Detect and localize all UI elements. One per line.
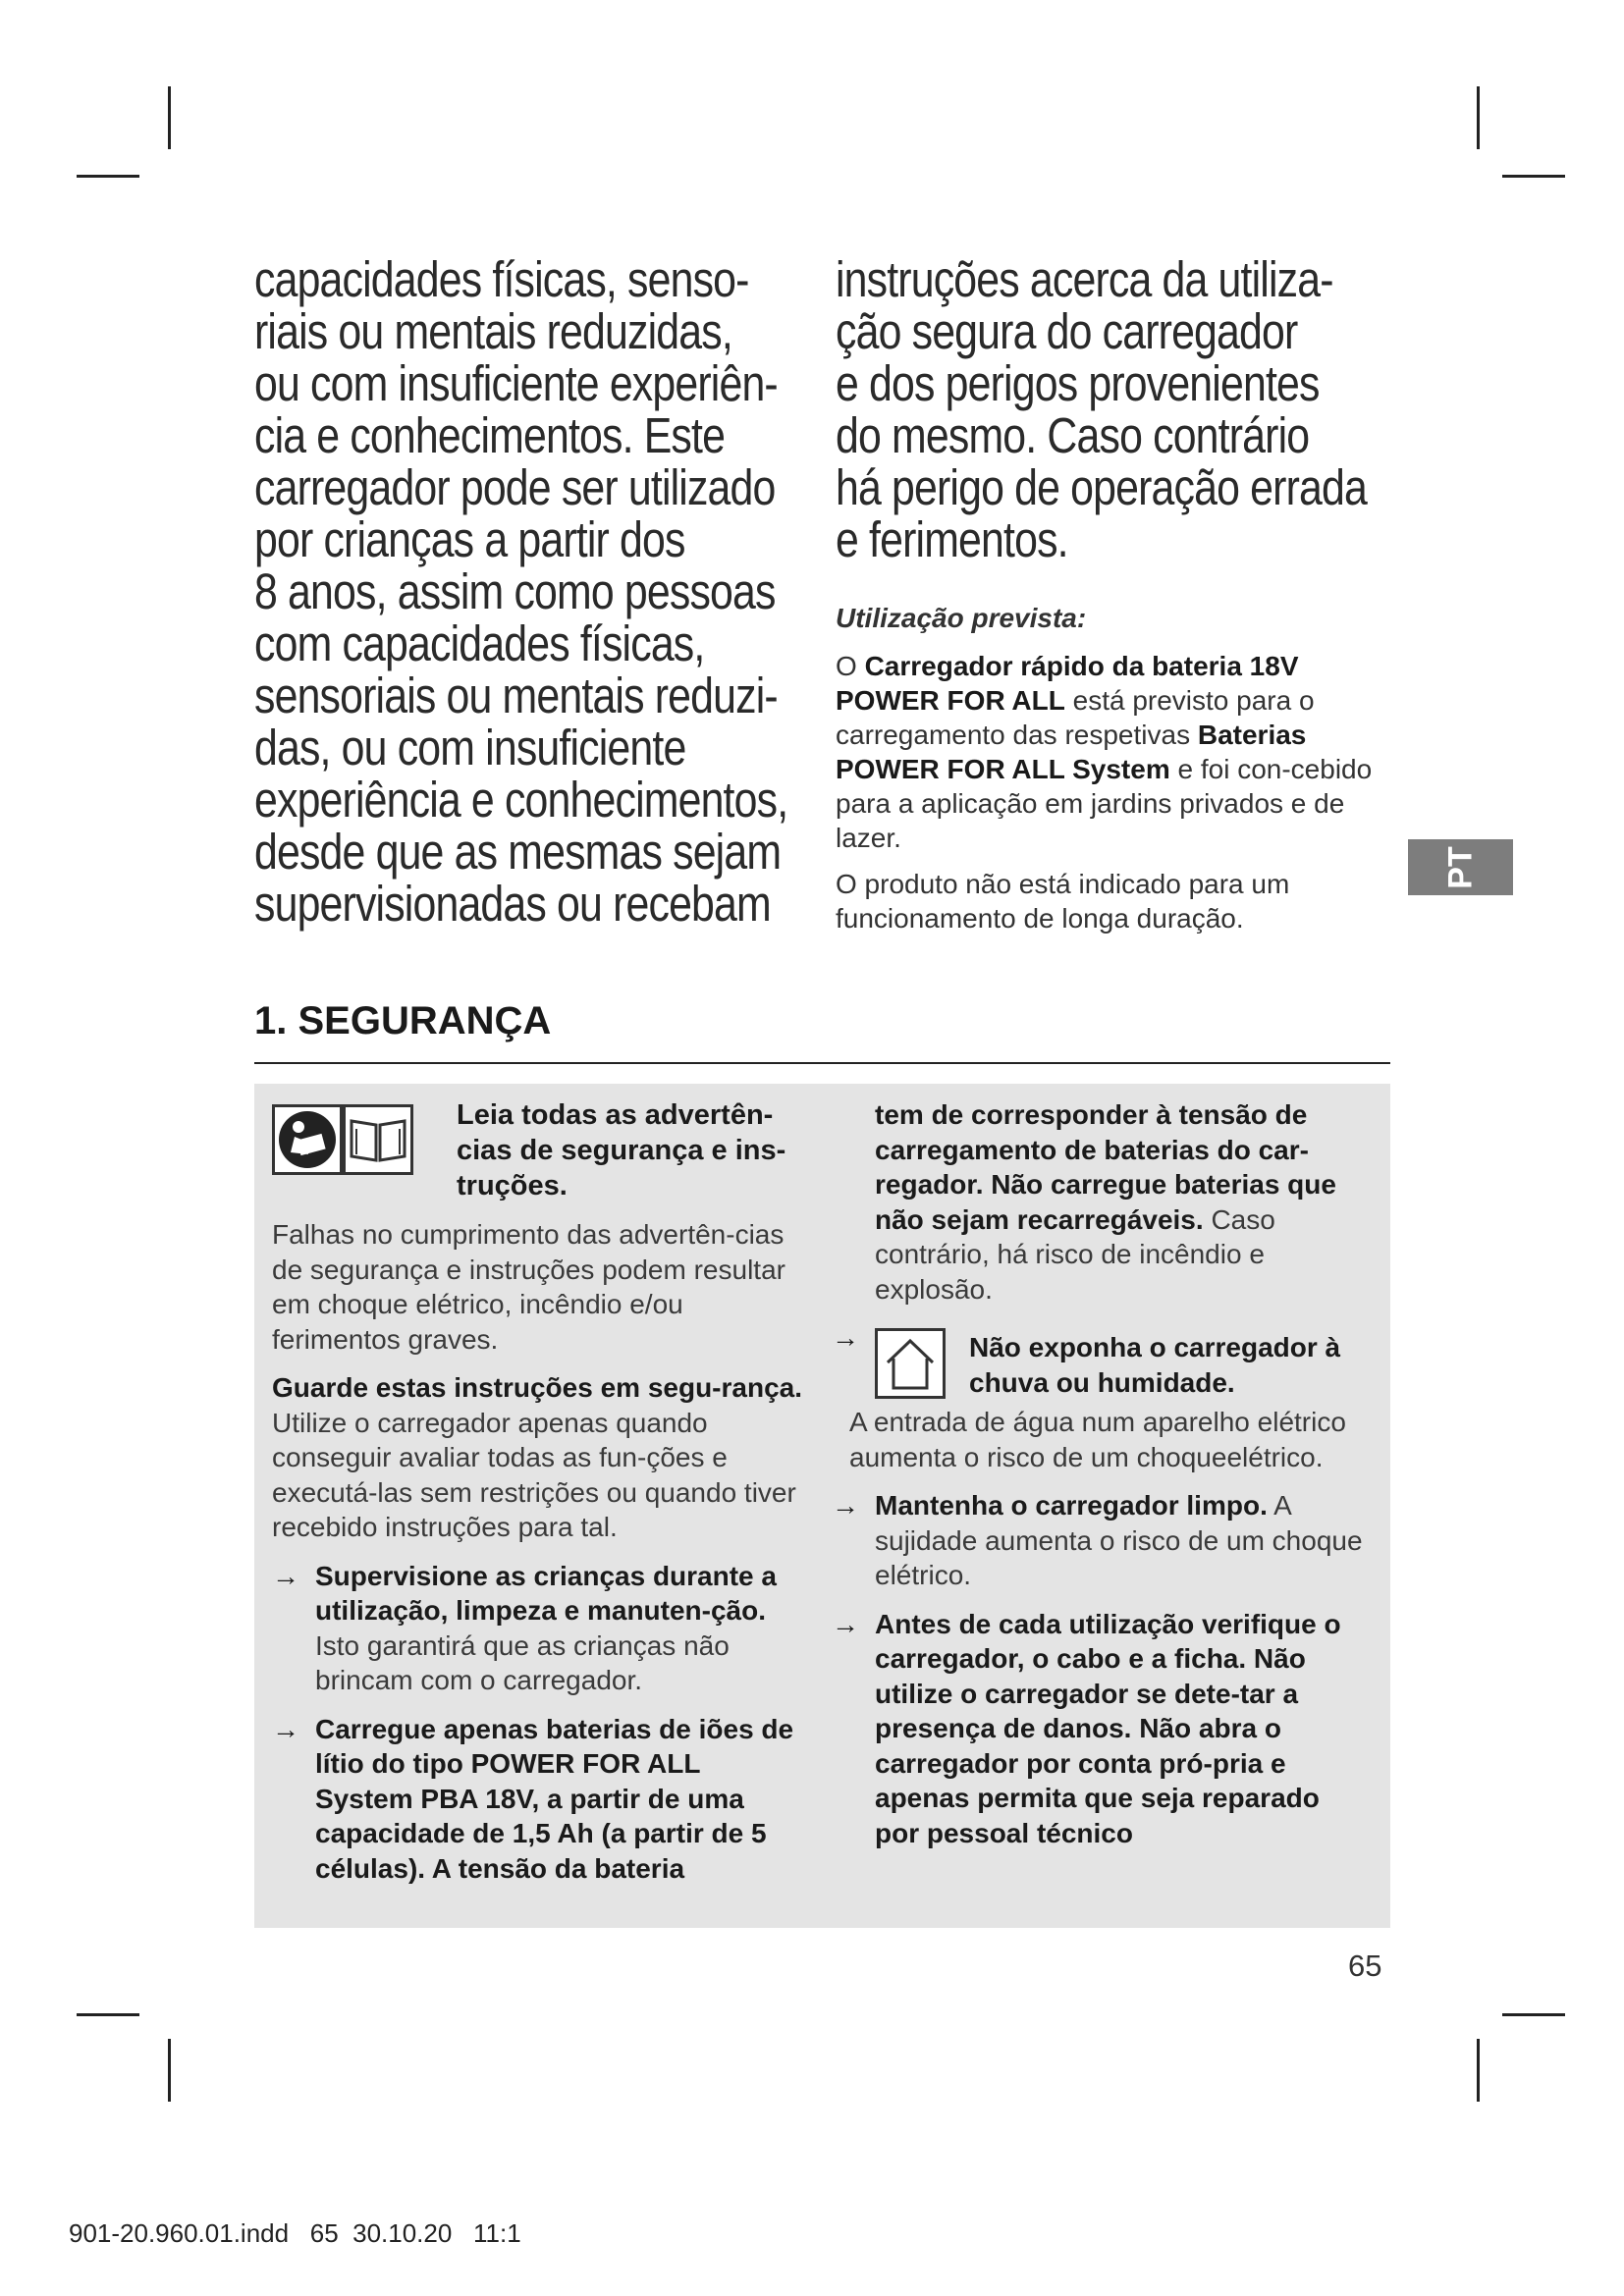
intended-use-paragraph: O Carregador rápido da bateria 18V POWER FOR ALL está previsto para o carregamento das respetivas Baterias POWER FOR ALL System e foi con-cebido para a aplicação em jardins privados e de lazer. <box>836 651 1373 853</box>
crop-mark-tl-v <box>168 86 171 149</box>
text-line: por crianças a partir dos <box>254 511 685 567</box>
text-line: sensoriais ou mentais reduzi- <box>254 667 778 723</box>
supervise-children-item: → Supervisione as crianças durante a utilização, limpeza e manuten-ção. Isto garantirá que as crianças não brincam com o carregador. <box>272 1560 777 1695</box>
text-line: e ferimentos. <box>836 511 1068 567</box>
rain-warning-text: A entrada de água num aparelho elétrico aumenta o risco de um choqueelétrico. <box>849 1407 1346 1472</box>
crop-mark-bl-v <box>168 2039 171 2102</box>
read-instructions-heading: Leia todas as advertên-cias de segurança e ins-truções. <box>457 1099 786 1201</box>
text-line: carregador pode ser utilizado <box>254 459 776 515</box>
text-line: com capacidades físicas, <box>254 615 705 671</box>
arrow-icon: → <box>272 1713 299 1744</box>
rain-warning-row <box>832 1320 1367 1401</box>
page-number: 65 <box>1348 1949 1382 1983</box>
crop-mark-br-h <box>1502 2013 1565 2016</box>
crop-mark-bl-h <box>77 2013 139 2016</box>
charge-batteries-item: → Carregue apenas baterias de iões de lítio do tipo POWER FOR ALL System PBA 18V, a partir de uma capacidade de 1,5 Ah (a partir de 5 células). A tensão da bateria <box>272 1713 794 1884</box>
battery-voltage-continued: tem de corresponder à tensão de carregamento de baterias do car-regador. Não carregue baterias que não sejam recarregáveis. Caso contrário, há risco de incêndio e explosão. <box>875 1099 1336 1305</box>
safety-left-column <box>272 1097 802 1899</box>
text-line: capacidades físicas, senso- <box>254 251 749 307</box>
text-line: instruções acerca da utiliza- <box>836 251 1333 307</box>
intro-column-right <box>836 253 1367 565</box>
keep-instructions-paragraph: Guarde estas instruções em segu-rança. Utilize o carregador apenas quando conseguir avaliar todas as fun-ções e executá-las sem restrições ou quando tiver recebido instruções para tal. <box>272 1372 802 1542</box>
crop-mark-tl-h <box>77 175 139 178</box>
language-tab <box>1408 839 1513 895</box>
text-line: experiência e conhecimentos, <box>254 772 788 828</box>
crop-mark-tr-v <box>1477 86 1480 149</box>
house-icon <box>875 1328 946 1399</box>
intended-use-heading: Utilização prevista: <box>836 603 1087 633</box>
text-line: riais ou mentais reduzidas, <box>254 303 732 359</box>
text-line: supervisionadas ou recebam <box>254 876 771 932</box>
crop-mark-br-v <box>1477 2039 1480 2102</box>
intro-column-left <box>254 253 787 930</box>
section-title: 1. SEGURANÇA <box>254 999 552 1042</box>
keep-clean-item: → Mantenha o carregador limpo. A sujidade aumenta o risco de um choque elétrico. <box>832 1490 1363 1590</box>
print-footer: 901-20.960.01.indd 65 30.10.20 11:1 <box>69 2218 521 2248</box>
check-before-use-item: → Antes de cada utilização verifique o carregador, o cabo e a ficha. Não utilize o carregador se dete-tar a presença de danos. Não abra o carregador por conta pró-pria e apenas permita que seja reparado por pessoal técnico <box>832 1608 1341 1848</box>
intended-use-note: O produto não está indicado para um funcionamento de longa duração. <box>836 869 1290 934</box>
text-line: 8 anos, assim como pessoas <box>254 563 776 619</box>
arrow-icon: → <box>832 1608 859 1639</box>
crop-mark-tr-h <box>1502 175 1565 178</box>
safety-right-column <box>832 1097 1367 1864</box>
intended-use-section <box>836 601 1385 947</box>
text-line: e dos perigos provenientes <box>836 355 1320 411</box>
text-line: das, ou com insuficiente <box>254 720 686 775</box>
text-line: há perigo de operação errada <box>836 459 1367 515</box>
text-line: ou com insuficiente experiên- <box>254 355 778 411</box>
text-line: do mesmo. Caso contrário <box>836 407 1310 463</box>
arrow-icon: → <box>272 1560 299 1591</box>
text-line: cia e conhecimentos. Este <box>254 407 726 463</box>
rain-warning-heading: Não exponha o carregador à chuva ou humidade. <box>969 1332 1341 1398</box>
arrow-icon: → <box>832 1490 859 1521</box>
text-line: desde que as mesmas sejam <box>254 824 782 880</box>
warning-consequence-text: Falhas no cumprimento das advertên-cias de segurança e instruções podem resultar em choque elétrico, incêndio e/ou ferimentos graves. <box>272 1219 785 1355</box>
text-line: ção segura do carregador <box>836 303 1298 359</box>
section-divider <box>254 1062 1390 1064</box>
language-tab-label: PT <box>1441 845 1479 889</box>
arrow-icon: → <box>832 1322 859 1353</box>
